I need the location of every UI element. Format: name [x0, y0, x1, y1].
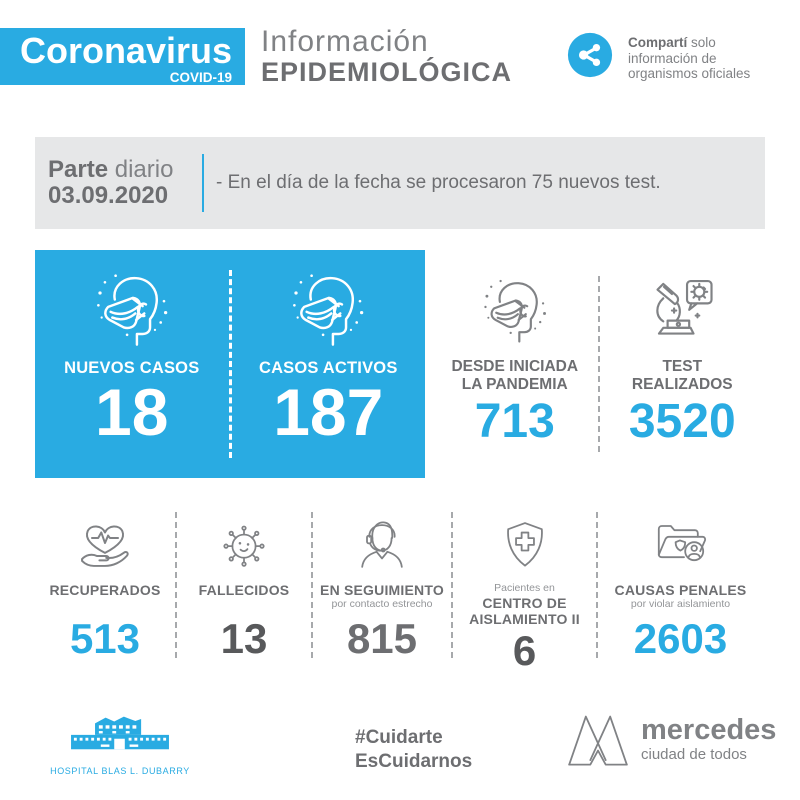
daily-report-word-light: diario: [108, 155, 174, 183]
hospital-building-icon: [61, 708, 179, 756]
stat-value: 815: [346, 615, 418, 662]
hospital-name: HOSPITAL BLAS L. DUBARRY: [50, 766, 190, 776]
heart-hand-icon: [74, 512, 136, 574]
stat-label: [451, 358, 578, 395]
folder-person-icon: [651, 514, 711, 574]
virus-icon: [215, 516, 273, 574]
stat-label-line1: DESDE INICIADA: [451, 358, 579, 375]
share-icon: [567, 32, 613, 78]
mercedes-m-icon: [566, 708, 630, 770]
share-text-line3: organismos oficiales: [628, 66, 751, 82]
shield-cross-icon: [497, 518, 553, 574]
stat-test-realizados: [600, 250, 766, 478]
share-text-line2: información de: [628, 50, 717, 66]
stat-value: 6: [512, 627, 537, 675]
secondary-stats-panel: [432, 250, 765, 478]
divider: [202, 154, 204, 212]
stat-icon-box: [352, 506, 412, 574]
hero-stats-panel: [35, 250, 425, 478]
city-logo-text: [641, 713, 777, 763]
stat-value: 187: [273, 375, 384, 449]
stat-label-line2: LA PANDEMIA: [461, 376, 568, 394]
stat-fallecidos: [177, 506, 311, 672]
stat-value: 18: [95, 375, 169, 449]
hospital-logo: [45, 708, 195, 776]
stat-nuevos-casos: [35, 250, 229, 478]
stat-value: 713: [474, 394, 555, 448]
hashtag-line1: #Cuidarte: [355, 727, 443, 748]
daily-report-label: [48, 157, 198, 183]
stat-label: RECUPERADOS: [49, 582, 161, 598]
bottom-stats-row: [35, 506, 765, 675]
stat-value: 513: [69, 615, 141, 662]
stat-label: EN SEGUIMIENTO: [320, 582, 444, 598]
daily-report-date: 03.09.2020: [48, 182, 169, 209]
stat-sublabel: por violar aislamiento: [630, 598, 731, 611]
share-text-rest: solo: [687, 35, 716, 50]
microscope-icon: [646, 276, 718, 348]
stat-labels: [469, 582, 580, 627]
daily-report-message: - En el día de la fecha se procesaron 75 nuevos test.: [216, 172, 661, 193]
share-note: [567, 32, 750, 82]
stat-labels: [199, 582, 290, 615]
share-text: [628, 32, 750, 82]
stat-en-seguimiento: [313, 506, 451, 672]
stat-sublabel: por contacto estrecho: [331, 598, 433, 611]
masked-person-icon: [479, 276, 551, 348]
stat-label-line1: CENTRO DE: [482, 595, 567, 612]
stat-labels: [615, 582, 747, 615]
stat-label-line2: AISLAMIENTO II: [469, 611, 580, 628]
stat-value: 13: [220, 615, 268, 662]
stat-label: [632, 358, 733, 395]
stat-centro-de-aislamiento: [453, 506, 596, 675]
badge-title: Coronavirus: [19, 30, 232, 71]
headset-person-icon: [352, 514, 412, 574]
stat-casos-activos: [232, 250, 426, 478]
stat-label: [469, 595, 580, 627]
daily-report-word-bold: Parte: [48, 155, 109, 183]
daily-report-title: [48, 157, 198, 210]
stat-value: 2603: [633, 615, 728, 662]
city-name: mercedes: [641, 713, 777, 746]
stat-causas-penales: [598, 506, 763, 672]
stat-label: CAUSAS PENALES: [614, 582, 747, 598]
page-title: [261, 26, 512, 86]
hashtag-line2: EsCuidarnos: [355, 750, 473, 772]
stat-icon-box: [651, 506, 711, 574]
stat-icon-box: [497, 506, 553, 574]
page-title-line2: EPIDEMIOLÓGICA: [261, 56, 513, 87]
badge-subtitle: COVID-19: [169, 70, 232, 85]
stat-label-line2: REALIZADOS: [631, 376, 733, 394]
daily-report-bar: [35, 137, 765, 229]
stat-desde-iniciada-pandemia: [432, 250, 598, 478]
coronavirus-badge: [0, 28, 245, 85]
stat-label-line1: TEST: [662, 358, 703, 375]
city-logo: [566, 708, 776, 770]
stat-labels: [49, 582, 160, 615]
masked-person-icon: [91, 270, 173, 352]
stat-icon-box: [74, 506, 136, 574]
masked-person-icon: [287, 270, 369, 352]
page-title-line1: Información: [261, 25, 429, 58]
stat-label: CASOS ACTIVOS: [258, 359, 398, 377]
stat-labels: [320, 582, 444, 615]
city-tagline: ciudad de todos: [641, 745, 747, 763]
stat-label: FALLECIDOS: [198, 582, 290, 598]
stat-prelabel: Pacientes en: [494, 582, 555, 594]
stat-icon-box: [215, 506, 273, 574]
stat-recuperados: [35, 506, 175, 672]
campaign-hashtag: [355, 726, 472, 774]
stat-value: 3520: [628, 394, 736, 448]
share-text-bold: Compartí: [628, 35, 688, 50]
stat-label: NUEVOS CASOS: [64, 359, 200, 377]
